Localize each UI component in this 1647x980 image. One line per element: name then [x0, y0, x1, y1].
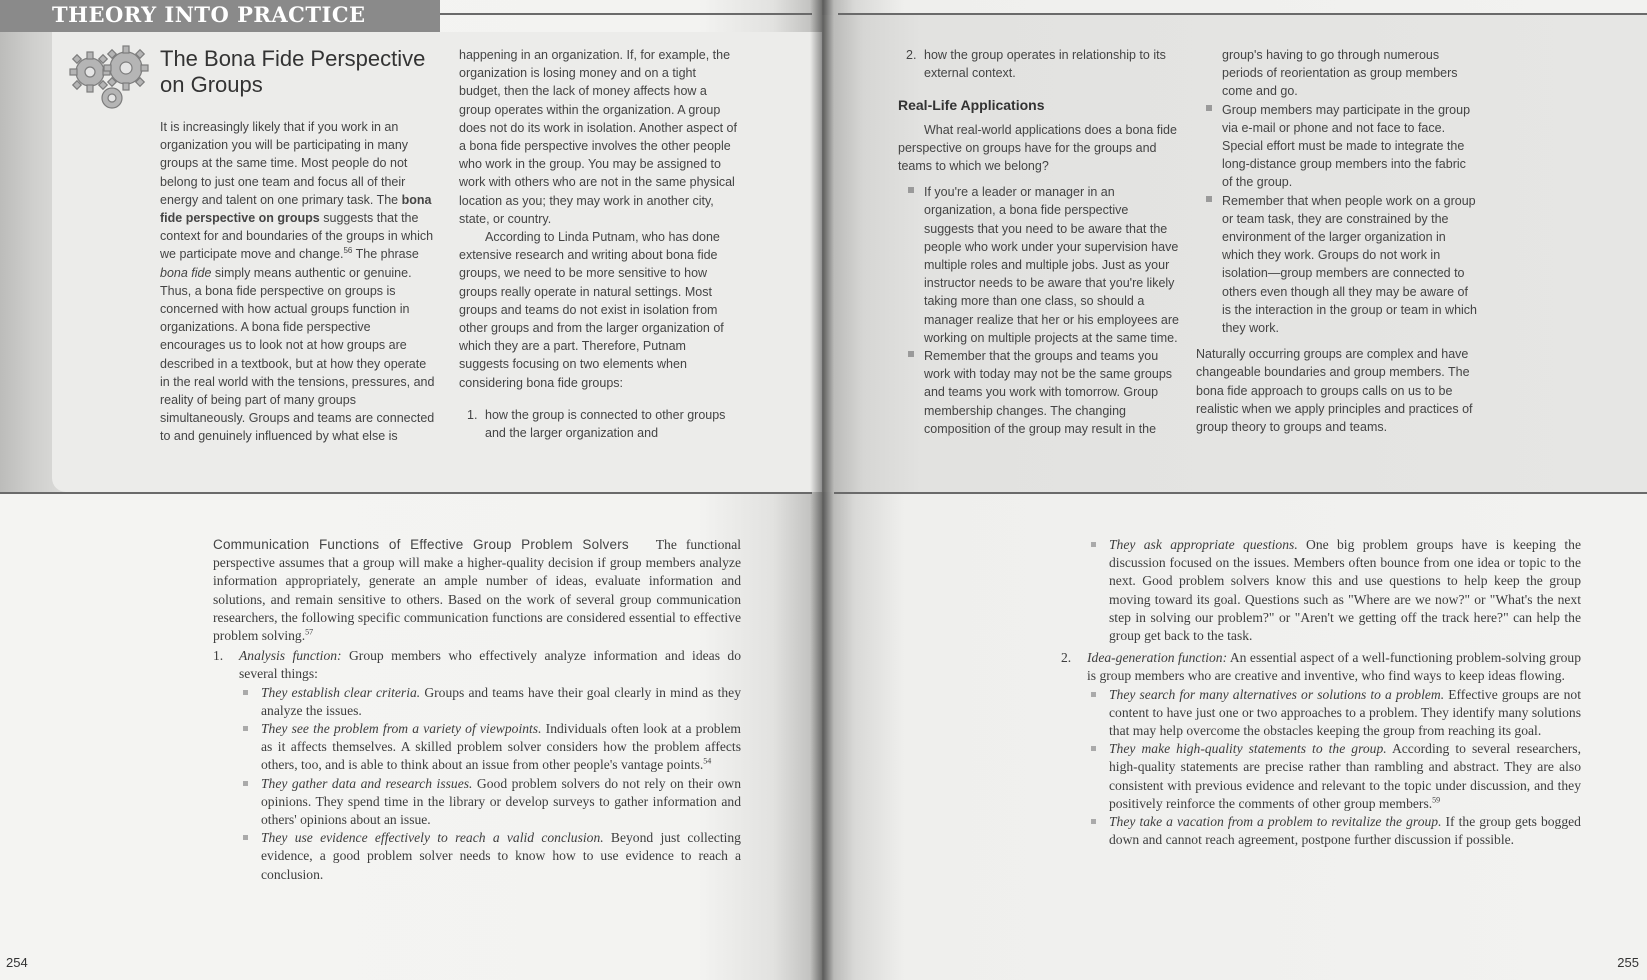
square-bullet-icon — [1206, 105, 1212, 111]
text-run: Groups and teams have their goal clearly in mind as they analyze the issues. — [261, 684, 741, 718]
text-run: The functional perspective assumes that a group will make a higher-quality decision if group members analyze information appropriately, generate an ample number of ideas, evaluate information and solutions, and remain sensitive to others. Based on the work of several group communication researchers, the following specific communication functions are considered essential to effective problem solving. — [213, 537, 742, 644]
list-item-paragraph — [1087, 649, 1581, 685]
text-run: If the group gets bogged down and cannot reach agreement, postpone further discussion if possible. — [1109, 814, 1581, 848]
list-item — [459, 406, 739, 442]
functions-list — [213, 647, 741, 884]
sidebar-banner: THEORY INTO PRACTICE — [0, 0, 440, 32]
list-item — [898, 46, 1180, 82]
square-bullet-icon — [908, 187, 914, 193]
list-item — [239, 829, 741, 884]
focus-list — [459, 406, 739, 442]
square-bullet-icon — [243, 726, 248, 731]
analysis-bullets-continued — [1087, 536, 1581, 645]
bullet-lead: They make high-quality statements to the group. — [1109, 741, 1387, 757]
list-number: 2. — [1061, 650, 1072, 666]
function-label: Analysis function: — [239, 648, 342, 664]
list-number: 1. — [213, 648, 224, 664]
sidebar-bottom-rule-right — [834, 492, 1647, 494]
bullet-lead: They ask appropriate questions. — [1109, 537, 1298, 552]
text-run: According to several researchers, high-quality statements are precise rather than rambling and abstract. They are also consistent with previous evidence and relevant to the topic under discussion, and they positively reinforce the comments of other group members. — [1109, 741, 1581, 811]
bullet-lead: They use evidence effectively to reach a valid conclusion. — [261, 830, 604, 846]
list-item — [898, 183, 1180, 347]
square-bullet-icon — [243, 835, 248, 840]
page-number-left: 254 — [6, 955, 28, 970]
list-item-text: Group members may participate in the group via e-mail or phone and not face to face. Special effort must be made to integrate the long-distance group members into the fabric of the group. — [1222, 102, 1471, 190]
bullet-lead: They gather data and research issues. — [261, 775, 473, 791]
text-run: One big problem groups have is keeping the discussion focused on the issues. Members often bounce from one idea or topic to the next. Good problem solvers know this and use questions to help keep the group moving toward its goal. Questions such as "Where are we now?" or "What's the next step in solving our problem?" or "Aren't we getting off the track here?" can help the group get back to the task. — [1109, 537, 1581, 644]
top-rule-left — [440, 13, 812, 15]
list-item — [1196, 192, 1478, 338]
footnote-ref: 59 — [1432, 795, 1441, 805]
text-run: simply means authentic or genuine. Thus, a bona fide perspective on groups is concerned with how actual groups function in organizations. A bona fide perspective encourages us to look not at how groups are described in a textbook, but at how they operate in the real world with the tensions, pressures, and reality of being part of many groups simultaneously. Groups and teams are connected to and genuinely influenced by what else is — [160, 265, 435, 444]
text-run: It is increasingly likely that if you work in an organization you will be participating in many groups at the same time. Most people do not belong to just one team and focus all of their energy and talent on one primary task. The — [160, 120, 409, 207]
text-run: Effective groups are not content to have just one or two approaches to a problem. They identify many solutions that may help overcome the obstacles keeping the group from reaching its goal. — [1109, 686, 1581, 739]
analysis-bullets — [239, 684, 741, 884]
sidebar-paragraph: happening in an organization. If, for example, the organization is losing money and on a tight budget, then the lack of money affects how a group operates within the organization. A group does not do its work in isolation. Another aspect of a bona fide perspective involves the other people who work in the group. You may be assigned to work with others who are not in the same physical location as you; they may work in another city, state, or country. — [459, 48, 737, 226]
list-item — [1087, 813, 1581, 849]
list-item — [239, 775, 741, 830]
text-run: Group members who effectively analyze information and ideas do several things: — [239, 648, 741, 682]
list-item — [239, 720, 741, 775]
square-bullet-icon — [1091, 819, 1096, 824]
sidebar-paragraph: According to Linda Putnam, who has done extensive research and writing about bona fide groups, we need to be more sensitive to how groups really operate in natural settings. Most groups and teams do not exist in isolation from other groups and from the larger organization of which they are a part. Therefore, Putnam suggests focusing on two elements when considering bona fide groups: — [459, 230, 724, 390]
text-run: suggests that the context for and boundaries of the groups in which we participate move and change. — [160, 211, 434, 262]
book-gutter — [810, 0, 834, 980]
text-run: An essential aspect of a well-functioning problem-solving group is group members who are creative and inventive, who find ways to keep ideas flowing. — [1087, 650, 1581, 684]
list-item — [1061, 649, 1581, 849]
list-item — [1196, 101, 1478, 192]
body-paragraph — [213, 536, 741, 645]
footnote-ref: 54 — [703, 756, 712, 766]
list-item-text: how the group is connected to other groups and the larger organization and — [485, 407, 726, 441]
square-bullet-icon — [1091, 746, 1096, 751]
text-run: The phrase — [352, 247, 419, 262]
list-item-paragraph — [239, 647, 741, 683]
italic-term: bona fide — [160, 265, 212, 280]
text-run: Individuals often look at a problem as it affects themselves. A skilled problem solver considers how the problem affects others, too, and is able to think about an issue from other people's vantage points. — [261, 721, 741, 773]
list-item-text: Remember that the groups and teams you work with today may not be the same groups and teams you work with tomorrow. Group membership changes. The changing composition of the group may result in the — [924, 349, 1173, 436]
list-number: 2. — [906, 48, 917, 62]
footnote-ref: 57 — [305, 627, 314, 637]
text-run: Good problem solvers do not rely on their own opinions. They spend time in the library or develop surveys to gather information and others' opinions about an issue. — [261, 775, 741, 828]
page-number-right: 255 — [1617, 955, 1639, 970]
applications-list — [898, 183, 1180, 438]
bullet-lead: They establish clear criteria. — [261, 684, 421, 700]
square-bullet-icon — [243, 781, 248, 786]
focus-list-continued — [898, 46, 1180, 82]
bullet-lead: They take a vacation from a problem to revitalize the group. — [1109, 814, 1442, 830]
square-bullet-icon — [908, 351, 914, 357]
list-item — [1087, 686, 1581, 741]
list-item — [213, 647, 741, 884]
square-bullet-icon — [1091, 542, 1096, 547]
key-term: bona fide perspective on groups — [160, 192, 432, 226]
idea-bullets — [1087, 686, 1581, 850]
sidebar-paragraph — [160, 118, 438, 446]
list-item — [1087, 536, 1581, 645]
footnote-ref: 56 — [343, 246, 353, 256]
sidebar-column-3 — [898, 46, 1180, 438]
gears-icon — [60, 42, 156, 114]
top-rule-right — [838, 13, 1647, 15]
list-item-continued — [1196, 46, 1478, 101]
sidebar-paragraph: What real-world applications does a bona fide perspective on groups have for the groups and teams to which we belong? — [898, 122, 1177, 174]
left-body-text — [213, 536, 741, 884]
bullet-lead: They search for many alternatives or solutions to a problem. — [1109, 686, 1445, 702]
section-heading: Real-Life Applications — [898, 97, 1045, 114]
square-bullet-icon — [1091, 692, 1096, 697]
right-body-text — [1061, 536, 1581, 849]
sidebar-paragraph: Naturally occurring groups are complex and have changeable boundaries and group members. The bona fide approach to groups calls on us to be realistic when we apply principles and practices of group theory to groups and teams. — [1196, 347, 1473, 435]
list-item-text: group's having to go through numerous periods of reorientation as group members come and go. — [1222, 48, 1458, 99]
sidebar-column-2 — [459, 46, 739, 442]
text-run: Beyond just collecting evidence, a good problem solver needs to know how to use evidence to reach a conclusion. — [261, 830, 741, 882]
list-number: 1. — [467, 407, 478, 422]
square-bullet-icon — [243, 690, 248, 695]
sidebar-bottom-rule-left — [0, 492, 812, 494]
list-item-text: If you're a leader or manager in an organization, a bona fide perspective suggests that you need to be aware that the people who work under your supervision have multiple roles and multiple jobs. Just as your instructor needs to be aware that you're likely taking more than one class, so should a manager realize that her or his employees are working on multiple projects at the same time. — [924, 185, 1179, 345]
list-item-text: Remember that when people work on a group or team task, they are constrained by the environment of the larger organization in which they work. Groups do not work in isolation—group members are connected to others even though all they may be aware of is the interaction in the group or team in which they work. — [1222, 193, 1477, 336]
list-item-text: how the group operates in relationship to its external context. — [924, 48, 1166, 81]
list-item — [1087, 740, 1581, 813]
square-bullet-icon — [1206, 196, 1212, 202]
function-label: Idea-generation function: — [1087, 650, 1228, 666]
list-item — [239, 684, 741, 720]
sidebar-column-4 — [1196, 46, 1478, 436]
sidebar-title: The Bona Fide Perspective on Groups — [160, 46, 426, 97]
applications-list-continued — [1196, 46, 1478, 337]
run-in-heading: Communication Functions of Effective Group Problem Solvers — [213, 537, 629, 552]
bullet-lead: They see the problem from a variety of viewpoints. — [261, 721, 542, 737]
sidebar-column-1 — [160, 118, 438, 446]
list-item — [898, 347, 1180, 438]
functions-list-continued — [1061, 649, 1581, 849]
